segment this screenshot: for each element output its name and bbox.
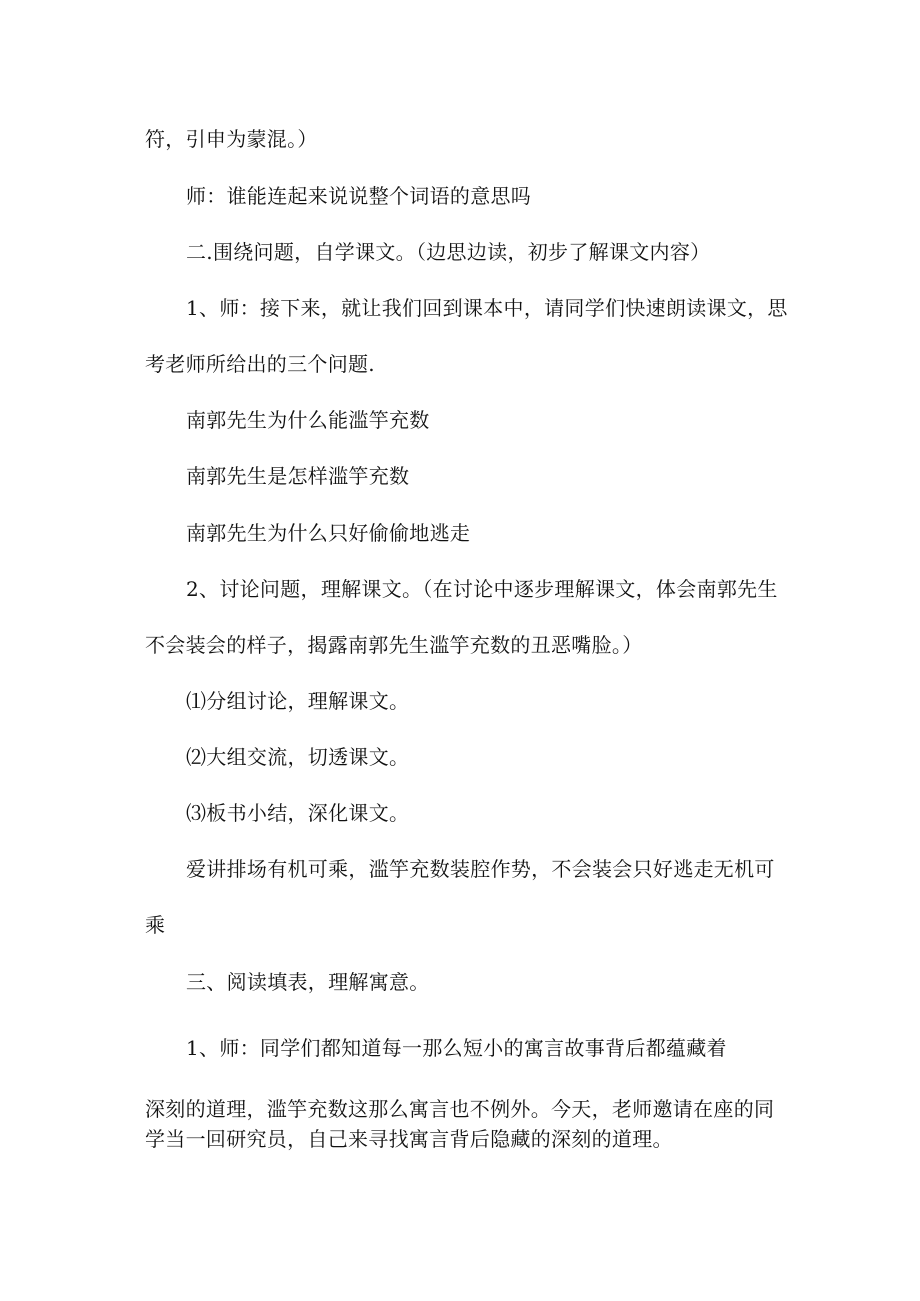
text-line: 乘 bbox=[145, 913, 166, 937]
text-line: 1、师：同学们都知道每一那么短小的寓言故事背后都蕴藏着 bbox=[186, 1036, 727, 1060]
text-line: 南郭先生为什么只好偷偷地逃走 bbox=[186, 521, 471, 545]
text-line: 考老师所给出的三个问题. bbox=[145, 352, 375, 376]
text-line: 师：谁能连起来说说整个词语的意思吗 bbox=[186, 184, 532, 208]
text-line: 爱讲排场有机可乘，滥竽充数装腔作势，不会装会只好逃走无机可 bbox=[186, 857, 775, 881]
text-line: ⑶板书小结，深化课文。 bbox=[186, 801, 410, 825]
text-line: 南郭先生是怎样滥竽充数 bbox=[186, 464, 410, 488]
text-line: 南郭先生为什么能滥竽充数 bbox=[186, 408, 430, 432]
text-line: 三、阅读填表，理解寓意。 bbox=[186, 970, 430, 994]
text-line: 不会装会的样子，揭露南郭先生滥竽充数的丑恶嘴脸。） bbox=[145, 633, 643, 657]
text-line: ⑵大组交流，切透课文。 bbox=[186, 745, 410, 769]
text-line: 2、讨论问题，理解课文。（在讨论中逐步理解课文，体会南郭先生 bbox=[186, 577, 778, 601]
text-line: 符，引申为蒙混。） bbox=[145, 127, 318, 151]
text-line: 深刻的道理，滥竽充数这那么寓言也不例外。今天，老师邀请在座的同 bbox=[145, 1097, 775, 1121]
text-line: ⑴分组讨论，理解课文。 bbox=[186, 689, 410, 713]
text-line: 1、师：接下来，就让我们回到课本中，请同学们快速朗读课文，思 bbox=[186, 296, 788, 320]
text-line: 二.围绕问题，自学课文。（边思边读，初步了解课文内容） bbox=[186, 240, 711, 264]
text-line: 学当一回研究员，自己来寻找寓言背后隐藏的深刻的道理。 bbox=[145, 1127, 673, 1151]
